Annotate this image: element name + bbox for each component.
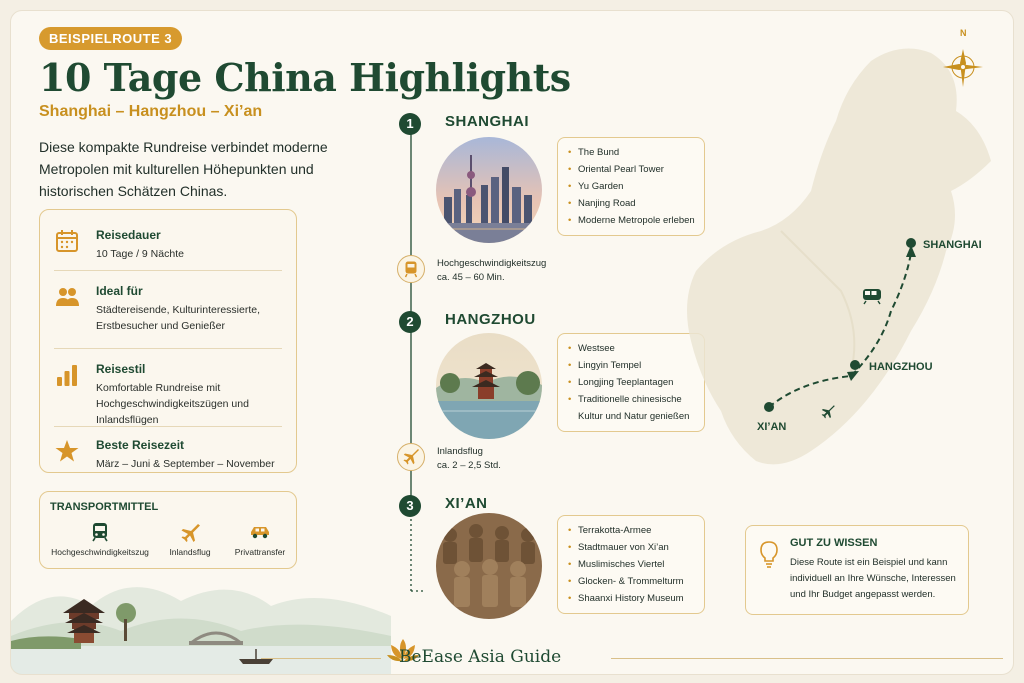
info-text: März – Juni & September – November	[96, 458, 275, 470]
info-text: 10 Tage / 9 Nächte	[96, 248, 184, 260]
leg-plane	[397, 443, 425, 471]
train-icon	[398, 256, 424, 282]
transport-car	[230, 522, 290, 557]
stop-name: SHANGHAI	[445, 113, 530, 130]
star-icon	[54, 438, 80, 464]
list-item: • Oriental Pearl Tower	[568, 161, 696, 178]
stop-name: XI’AN	[445, 495, 488, 512]
page-title: 10 Tage China Highlights	[39, 55, 571, 100]
people-icon	[54, 284, 80, 310]
plane-icon	[817, 401, 839, 423]
bar-chart-icon	[54, 362, 80, 388]
transport-train	[48, 522, 152, 557]
footer-divider	[261, 658, 381, 659]
leg-info	[437, 257, 546, 285]
list-item: • Yu Garden	[568, 178, 696, 195]
list-item: • Glocken- & Trommelturm	[568, 573, 696, 590]
compass-north-label: N	[960, 28, 967, 38]
calendar-icon	[54, 228, 80, 254]
xian-photo	[436, 513, 542, 619]
route-badge: BEISPIELROUTE 3	[39, 27, 182, 50]
info-box	[39, 209, 297, 473]
list-item: • Moderne Metropole erleben	[568, 212, 696, 229]
tip-heading: GUT ZU WISSEN	[790, 537, 878, 549]
hangzhou-photo	[436, 333, 542, 439]
transport-box	[39, 491, 297, 569]
leg-duration: ca. 45 – 60 Min.	[437, 272, 505, 283]
stop-number: 3	[399, 495, 421, 517]
tip-box	[745, 525, 969, 615]
list-item: • Westsee	[568, 340, 696, 357]
tip-text: Diese Route ist ein Beispiel und kann individuell an Ihre Wünsche, Interessen und Ihr Budget angepasst werden.	[790, 557, 956, 600]
list-item: • Longjing Teeplantagen	[568, 374, 696, 391]
car-icon	[249, 522, 271, 542]
leg-mode: Hochgeschwindigkeitszug	[437, 258, 547, 269]
leg-train	[397, 255, 425, 283]
list-item: • Traditionelle chinesische Kultur und Natur genießen	[568, 391, 696, 425]
transport-label: Privattransfer	[234, 547, 286, 557]
map-label-hangzhou: HANGZHOU	[869, 361, 933, 373]
poi-list-xian	[557, 515, 705, 614]
divider	[54, 348, 282, 349]
train-icon	[862, 287, 882, 305]
list-item: • Lingyin Tempel	[568, 357, 696, 374]
divider	[54, 426, 282, 427]
list-item: • Shaanxi History Museum	[568, 590, 696, 607]
divider	[54, 270, 282, 271]
list-item: • Stadtmauer von Xi’an	[568, 539, 696, 556]
info-heading: Reisedauer	[96, 228, 161, 242]
info-heading: Beste Reisezeit	[96, 438, 185, 452]
list-item: • The Bund	[568, 144, 696, 161]
map-label-xian: XI’AN	[757, 421, 787, 433]
leg-info	[437, 445, 501, 473]
stop-number: 2	[399, 311, 421, 333]
page-subtitle: Shanghai – Hangzhou – Xi’an	[39, 103, 263, 120]
map-label-shanghai: SHANGHAI	[923, 239, 982, 251]
transport-heading: TRANSPORTMITTEL	[50, 501, 159, 513]
plane-icon	[180, 522, 200, 542]
shanghai-photo	[436, 137, 542, 243]
transport-label: Inlandsflug	[169, 547, 211, 557]
stop-number: 1	[399, 113, 421, 135]
info-text: Komfortable Rundreise mit Hochgeschwindigkeitszügen und Inlandsflügen	[96, 382, 249, 426]
train-icon	[90, 522, 110, 542]
brand-name: BeEase Asia Guide	[399, 647, 562, 667]
leg-duration: ca. 2 – 2,5 Std.	[437, 460, 501, 471]
timeline-line	[401, 123, 425, 603]
footer-divider	[611, 658, 1003, 659]
intro-text: Diese kompakte Rundreise verbindet moderne Metropolen mit kulturellen Höhepunkten und historischen Schätzen Chinas.	[39, 139, 328, 199]
list-item: • Terrakotta-Armee	[568, 522, 696, 539]
plane-icon	[398, 444, 424, 470]
info-text: Städtereisende, Kulturinteressierte, Erstbesucher und Genießer	[96, 304, 261, 332]
stop-name: HANGZHOU	[445, 311, 536, 328]
transport-plane	[160, 522, 220, 557]
lightbulb-icon	[758, 540, 780, 568]
list-item: • Nanjing Road	[568, 195, 696, 212]
info-heading: Ideal für	[96, 284, 143, 298]
transport-label: Hochgeschwindigkeitszug	[51, 547, 149, 557]
compass-icon	[939, 35, 987, 95]
leg-mode: Inlandsflug	[437, 446, 483, 457]
info-heading: Reisestil	[96, 362, 146, 376]
list-item: • Muslimisches Viertel	[568, 556, 696, 573]
page-card	[10, 10, 1014, 675]
route-path	[751, 231, 931, 421]
